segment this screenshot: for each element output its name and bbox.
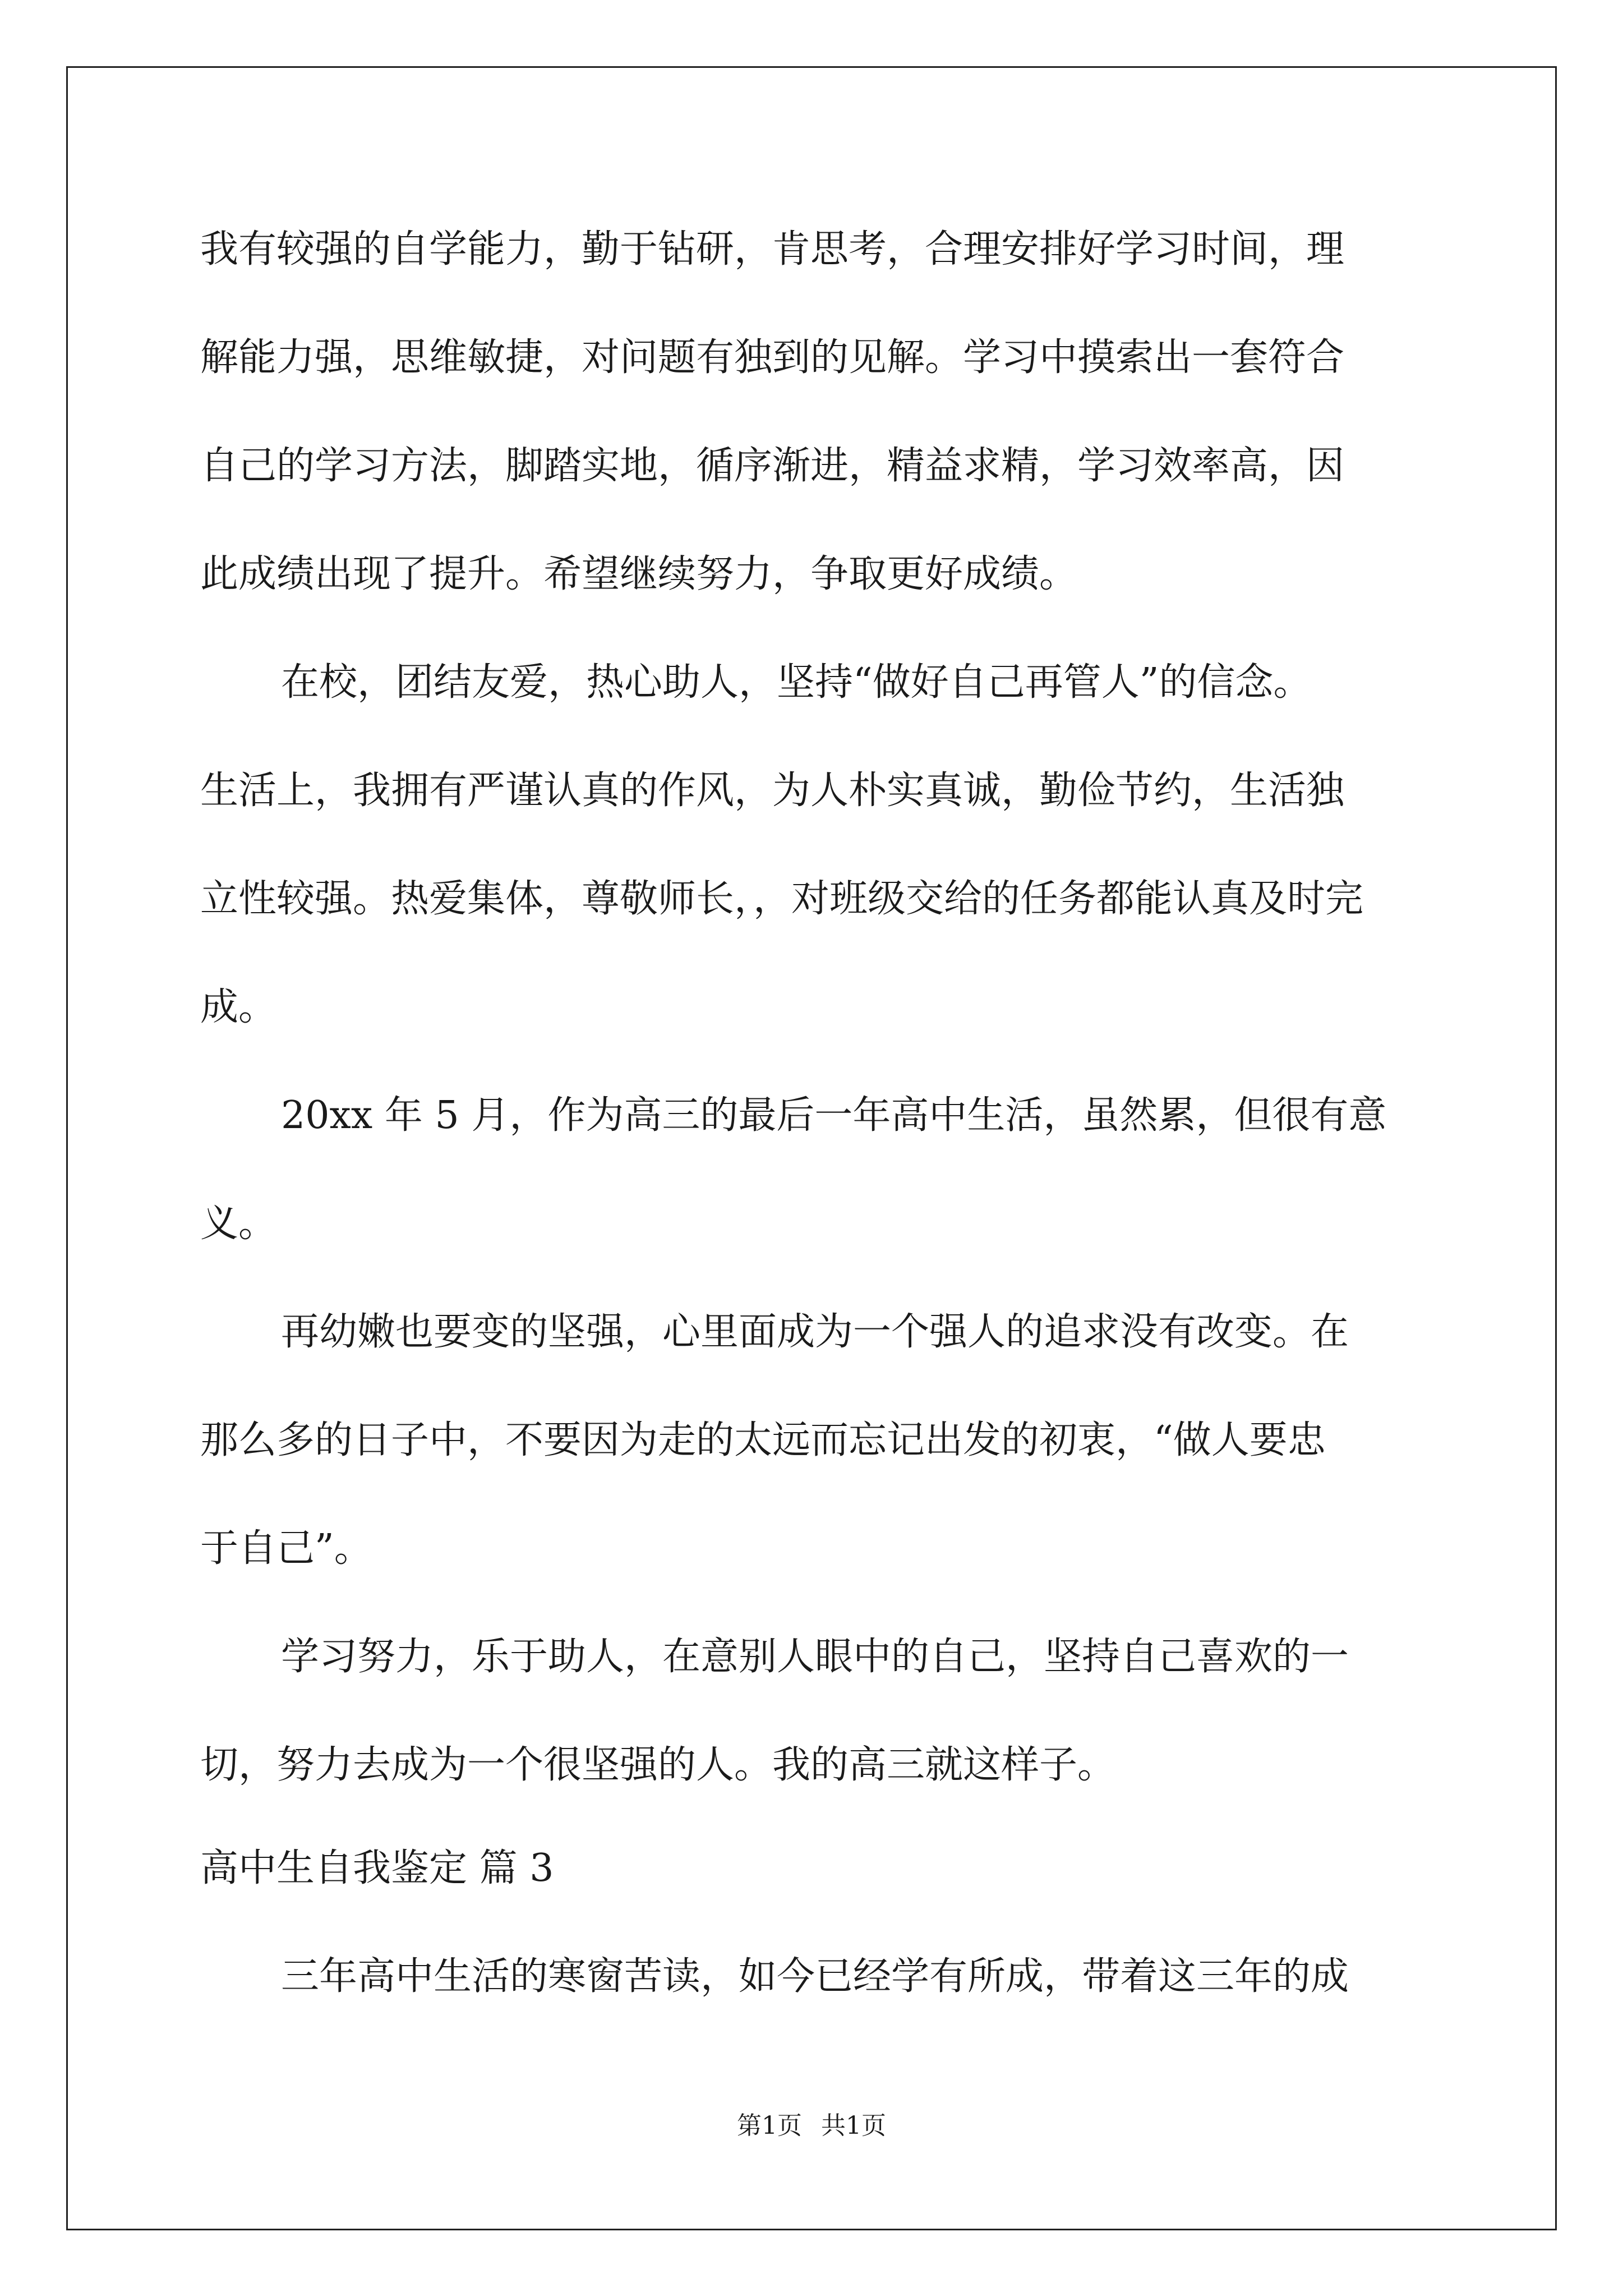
page-total: 共1页 <box>821 2111 886 2140</box>
section-heading: 高中生自我鉴定 篇 3 <box>200 1846 554 1890</box>
text-line: 于自己”。 <box>200 1526 372 1571</box>
text-line: 那么多的日子中，不要因为走的太远而忘记出发的初衷，“做人要忠 <box>200 1418 1326 1462</box>
page-number: 第1页 <box>737 2111 802 2140</box>
text-line: 义。 <box>200 1202 277 1246</box>
text-line: 学习努力，乐于助人，在意别人眼中的自己，坚持自己喜欢的一 <box>281 1635 1349 1679</box>
text-line: 立性较强。热爱集体，尊敬师长，，对班级交给的任务都能认真及时完 <box>200 877 1364 921</box>
text-line: 在校，团结友爱，热心助人，坚持“做好自己再管人”的信念。 <box>281 660 1312 705</box>
text-line: 切，努力去成为一个很坚强的人。我的高三就这样子。 <box>200 1743 1116 1787</box>
text-line: 三年高中生活的寒窗苦读，如今已经学有所成，带着这三年的成 <box>281 1954 1349 1999</box>
text-line: 再幼嫩也要变的坚强，心里面成为一个强人的追求没有改变。在 <box>281 1310 1349 1354</box>
page-border <box>66 66 1557 2230</box>
text-line: 生活上，我拥有严谨认真的作风，为人朴实真诚，勤俭节约，生活独 <box>200 769 1345 813</box>
text-line: 20xx 年 5 月，作为高三的最后一年高中生活，虽然累，但很有意 <box>281 1093 1387 1138</box>
text-line: 成。 <box>200 985 277 1029</box>
page-footer <box>0 2110 1623 2142</box>
text-line: 我有较强的自学能力，勤于钻研，肯思考，合理安排好学习时间，理 <box>200 227 1345 272</box>
text-line: 解能力强，思维敏捷，对问题有独到的见解。学习中摸索出一套符合 <box>200 335 1345 380</box>
text-line: 此成绩出现了提升。希望继续努力，争取更好成绩。 <box>200 552 1078 596</box>
text-line: 自己的学习方法，脚踏实地，循序渐进，精益求精，学习效率高，因 <box>200 444 1345 488</box>
